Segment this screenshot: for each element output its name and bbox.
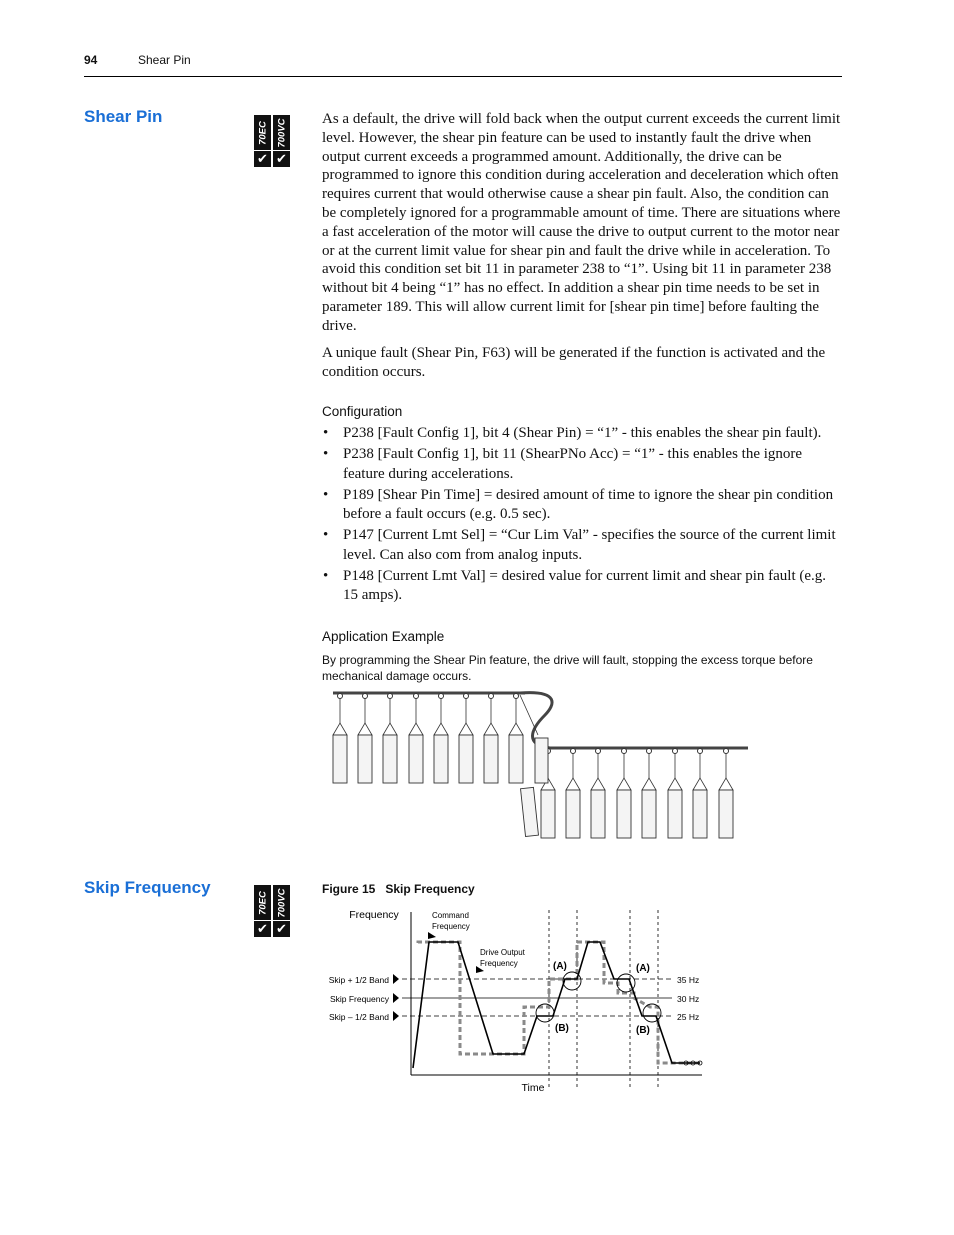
product-carrier <box>521 787 539 836</box>
product-carrier <box>668 790 682 838</box>
marker-a: (A) <box>636 963 650 974</box>
configuration-heading: Configuration <box>322 404 403 419</box>
list-item: • P189 [Shear Pin Time] = desired amount of time to ignore the shear pin condition before a fault occurs (e.g. 0.5 sec). <box>322 486 842 525</box>
page-header <box>84 52 842 77</box>
hanger-pivot <box>596 749 601 754</box>
product-carrier <box>535 738 548 783</box>
shear-pin-paragraph-2: A unique fault (Shear Pin, F63) will be generated if the function is activated and the condition occurs. <box>322 345 826 380</box>
figure-caption <box>322 882 475 896</box>
badge-label: 700VC <box>276 117 287 148</box>
hook-icon <box>333 723 347 735</box>
header-title: Shear Pin <box>138 53 191 67</box>
hook-icon <box>459 723 473 735</box>
product-carrier <box>358 735 372 783</box>
badge-700vc <box>273 115 290 167</box>
product-badge <box>254 115 290 167</box>
check-icon: ✔ <box>273 150 290 167</box>
product-badge <box>254 885 290 937</box>
product-carrier <box>484 735 498 783</box>
badge-700vc <box>273 885 290 937</box>
hook-icon <box>693 778 707 790</box>
skip-frequency-label: Skip Frequency <box>329 994 389 1004</box>
skip-frequency-title: Skip Frequency <box>84 878 211 897</box>
hanger-pivot <box>464 694 469 699</box>
configuration-list <box>322 424 842 607</box>
badge-70ec <box>254 115 271 167</box>
arrow-right-icon <box>393 974 399 984</box>
hz-label-30: 30 Hz <box>677 994 700 1004</box>
list-item: • P147 [Current Lmt Sel] = “Cur Lim Val” - specifies the source of the current limit level. Can also com from analog inputs. <box>322 526 842 565</box>
hook-icon <box>566 778 580 790</box>
hz-label-35: 35 Hz <box>677 975 700 985</box>
product-carrier <box>434 735 448 783</box>
hook-icon <box>509 723 523 735</box>
check-icon: ✔ <box>254 150 271 167</box>
skip-point-circle-a1 <box>563 972 581 990</box>
badge-label: 70EC <box>257 890 268 915</box>
hanger-pivot <box>673 749 678 754</box>
skip-point-circle-a2 <box>617 974 635 992</box>
product-carrier <box>719 790 733 838</box>
arrow-right-icon <box>393 1011 399 1021</box>
skip-point-circle-b1 <box>536 1004 554 1022</box>
product-carrier <box>509 735 523 783</box>
hook-icon <box>642 778 656 790</box>
product-carrier <box>617 790 631 838</box>
hanger-pivot <box>338 694 343 699</box>
product-carrier <box>541 790 555 838</box>
hanger-pivot <box>571 749 576 754</box>
list-item: • P148 [Current Lmt Val] = desired value for current limit and shear pin fault (e.g. 15 amps). <box>322 567 842 606</box>
skip-minus-band-label: Skip – 1/2 Band <box>328 1012 389 1022</box>
drive-output-label: Frequency <box>480 959 518 968</box>
hook-icon <box>719 778 733 790</box>
badge-label: 700VC <box>276 887 287 918</box>
marker-b: (B) <box>555 1023 569 1034</box>
shear-pin-title: Shear Pin <box>84 107 163 126</box>
hanger-pivot <box>388 694 393 699</box>
hook-icon <box>409 723 423 735</box>
hook-icon <box>434 723 448 735</box>
check-icon: ✔ <box>273 920 290 937</box>
badge-70ec <box>254 885 271 937</box>
product-carrier <box>333 735 347 783</box>
command-frequency-label: Command <box>432 911 469 920</box>
product-carrier <box>566 790 580 838</box>
skip-plus-band-label: Skip + 1/2 Band <box>328 975 389 985</box>
marker-b: (B) <box>636 1025 650 1036</box>
hanger-pivot <box>698 749 703 754</box>
conveyor-illustration <box>320 686 760 846</box>
shear-pin-paragraph-1: As a default, the drive will fold back when the output current exceeds the current limit level. However, the shear pin feature can be used to instantly fault the drive when output current exceeds a programmed amount. Additionally, the drive can be programmed to ignore this condition during acceleration and deceleration which often requires current that would otherwise cause a shear pin fault. Also, the condition can be completely ignored for a programmable amount of time. There are situations where a fast acceleration of the motor will cause the drive to output current to the motor near or at the current limit value for shear pin and fault the drive while in acceleration. To avoid this condition set bit 11 in parameter 238 to “1”. Using bit 11 in parameter 238 without bit 4 being “1” has no effect. In addition a shear pin time needs to be set in parameter 189. This will allow current limit for [shear pin time] before faulting the drive. <box>322 111 841 334</box>
product-carrier <box>642 790 656 838</box>
application-example-heading: Application Example <box>322 629 445 644</box>
marker-a: (A) <box>553 961 567 972</box>
list-item: • P238 [Fault Config 1], bit 11 (ShearPNo Acc) = “1” - this enables the ignore feature during accelerations. <box>322 445 842 484</box>
hook-icon <box>591 778 605 790</box>
product-carrier <box>591 790 605 838</box>
hanger-pivot <box>489 694 494 699</box>
check-icon: ✔ <box>254 920 271 937</box>
y-axis-label: Frequency <box>349 909 399 921</box>
product-carrier <box>383 735 397 783</box>
hanger-pivot <box>414 694 419 699</box>
figure-title: Skip Frequency <box>385 882 475 896</box>
hanger-pivot <box>514 694 519 699</box>
hanger-pivot <box>647 749 652 754</box>
product-carrier <box>409 735 423 783</box>
hook-icon <box>383 723 397 735</box>
hanger-pivot <box>363 694 368 699</box>
arrow-right-icon <box>393 993 399 1003</box>
command-frequency-label: Frequency <box>432 922 470 931</box>
hz-label-25: 25 Hz <box>677 1012 700 1022</box>
drive-output-label: Drive Output <box>480 948 525 957</box>
hook-icon <box>617 778 631 790</box>
hanger-pivot <box>622 749 627 754</box>
x-axis-label: Time <box>521 1082 545 1094</box>
hook-icon <box>358 723 372 735</box>
page-number: 94 <box>84 53 98 67</box>
hanger-rod <box>520 695 538 735</box>
list-item: • P238 [Fault Config 1], bit 4 (Shear Pin) = “1” - this enables the shear pin fault). <box>322 424 842 444</box>
hook-icon <box>484 723 498 735</box>
hook-icon <box>668 778 682 790</box>
pointer-arrow-icon <box>428 932 436 939</box>
hanger-pivot <box>724 749 729 754</box>
application-example-text: By programming the Shear Pin feature, the drive will fault, stopping the excess torque before mechanical damage occurs. <box>322 653 813 683</box>
figure-number: Figure 15 <box>322 882 376 896</box>
product-carrier <box>693 790 707 838</box>
skip-frequency-diagram <box>316 902 716 1098</box>
hanger-pivot <box>439 694 444 699</box>
product-carrier <box>459 735 473 783</box>
badge-label: 70EC <box>257 120 268 145</box>
